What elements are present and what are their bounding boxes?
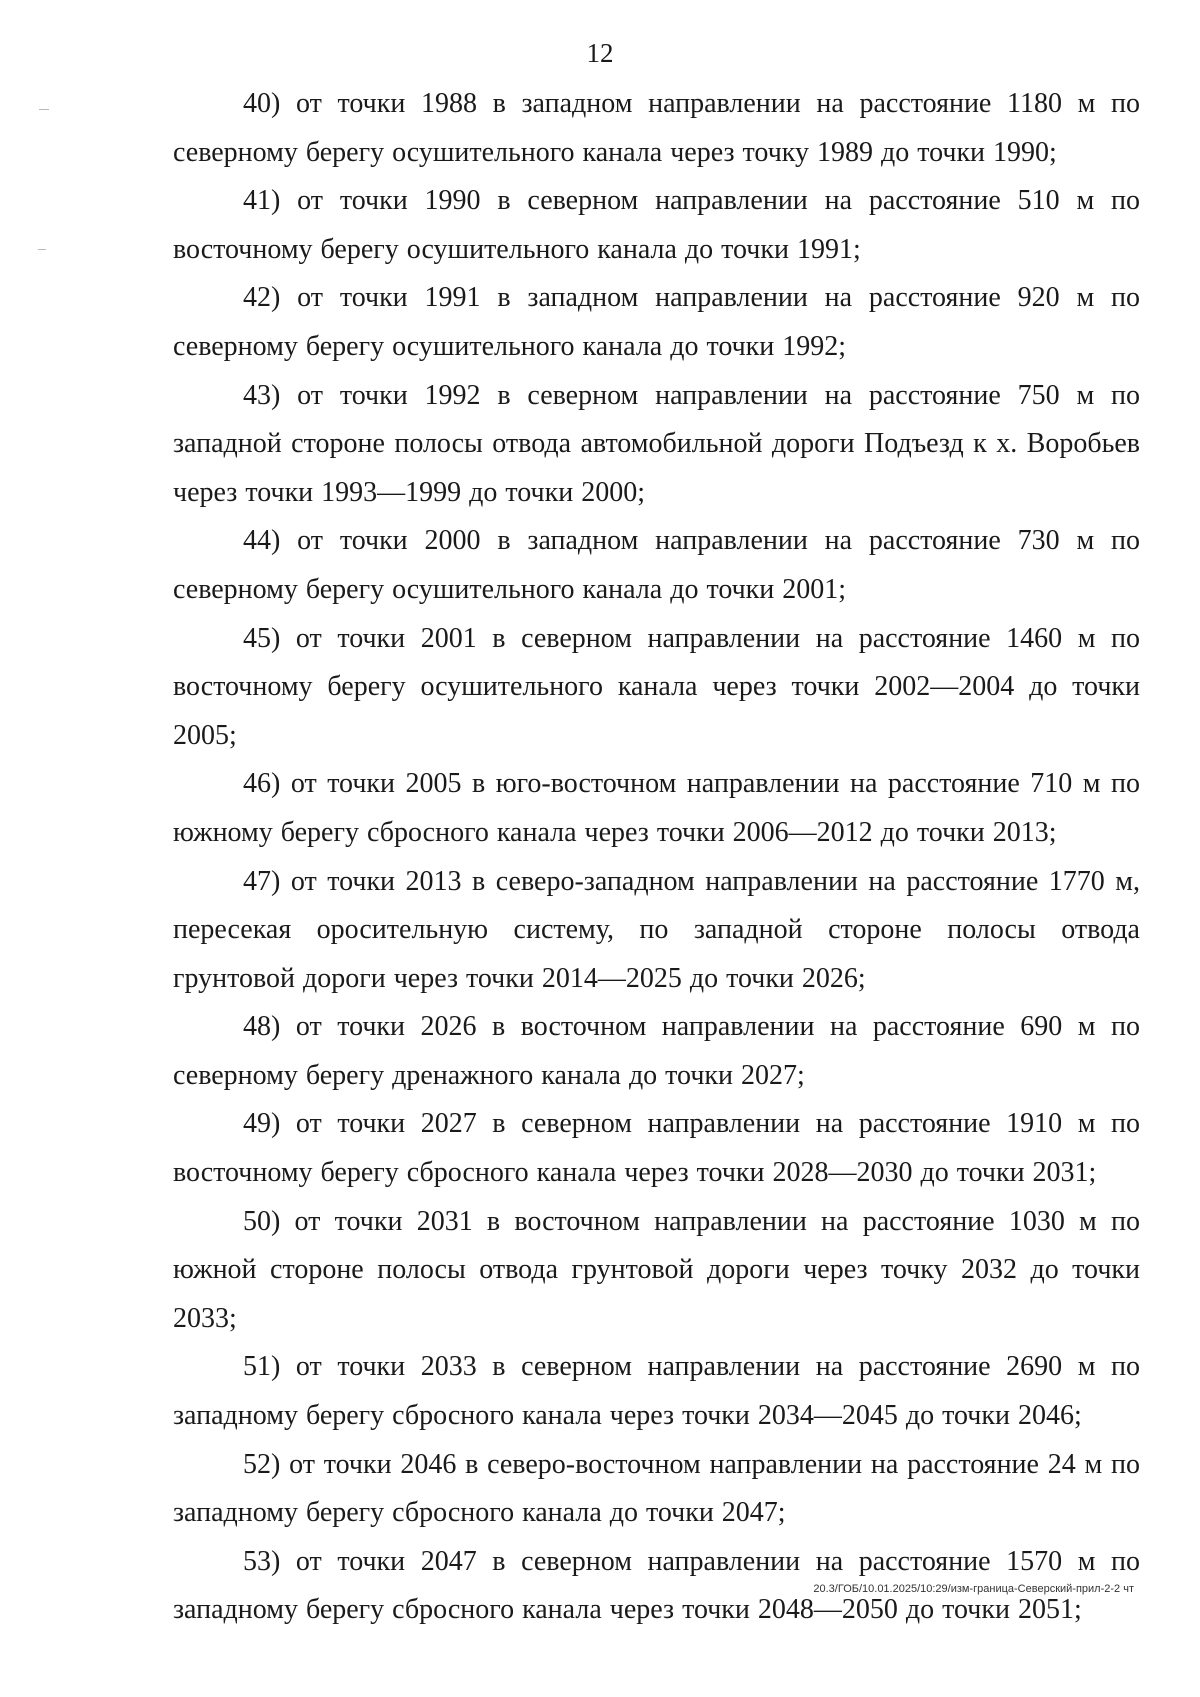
list-item: 40) от точки 1988 в западном направлении на расстояние 1180 м по северному берегу осушительного канала через точку 1989 до точки 1990;: [173, 88, 1140, 168]
list-item: 45) от точки 2001 в северном направлении на расстояние 1460 м по восточному берегу осушительного канала через точки 2002—2004 до точки 2005;: [173, 622, 1140, 751]
list-item: 48) от точки 2026 в восточном направлении на расстояние 690 м по северному берегу дренажного канала до точки 2027;: [173, 1011, 1140, 1091]
list-item: 43) от точки 1992 в северном направлении на расстояние 750 м по западной стороне полосы отвода автомобильной дороги Подъезд к х. Воробьев через точки 1993—1999 до точки 2000;: [173, 379, 1140, 508]
list-item: 44) от точки 2000 в западном направлении на расстояние 730 м по северному берегу осушительного канала до точки 2001;: [173, 525, 1140, 605]
list-item: 41) от точки 1990 в северном направлении на расстояние 510 м по восточному берегу осушительного канала до точки 1991;: [173, 185, 1140, 265]
scan-mark-top: [39, 109, 49, 110]
list-item: 51) от точки 2033 в северном направлении на расстояние 2690 м по западному берегу сбросного канала через точки 2034—2045 до точки 2046;: [173, 1351, 1140, 1432]
list-item: 46) от точки 2005 в юго-восточном направлении на расстояние 710 м по южному берегу сбросного канала через точки 2006—2012 до точки 2013;: [173, 768, 1140, 848]
list-item: 50) от точки 2031 в восточном направлении на расстояние 1030 м по южной стороне полосы отвода грунтовой дороги через точку 2032 до точки 2033;: [173, 1205, 1140, 1334]
document-body: [173, 80, 1140, 1635]
list-item: 53) от точки 2047 в северном направлении на расстояние 1570 м по западному берегу сбросного канала через точки 2048—2050 до точки 2051;: [173, 1545, 1140, 1626]
page-number: 12: [586, 38, 614, 68]
list-item: 47) от точки 2013 в северо-западном направлении на расстояние 1770 м, пересекая оросительную систему, по западной стороне полосы отвода грунтовой дороги через точки 2014—2025 до точки 2026;: [173, 865, 1140, 994]
list-item: 52) от точки 2046 в северо-восточном направлении на расстояние 24 м по западному берегу сбросного канала до точки 2047;: [173, 1448, 1140, 1529]
document-footer-code: 20.3/ГОБ/10.01.2025/10:29/изм-граница-Северский-прил-2-2 чт: [813, 1583, 1134, 1595]
scan-mark-middle: [38, 249, 46, 250]
list-item: 42) от точки 1991 в западном направлении на расстояние 920 м по северному берегу осушительного канала до точки 1992;: [173, 282, 1140, 362]
list-item: 49) от точки 2027 в северном направлении на расстояние 1910 м по восточному берегу сбросного канала через точки 2028—2030 до точки 2031;: [173, 1108, 1140, 1189]
